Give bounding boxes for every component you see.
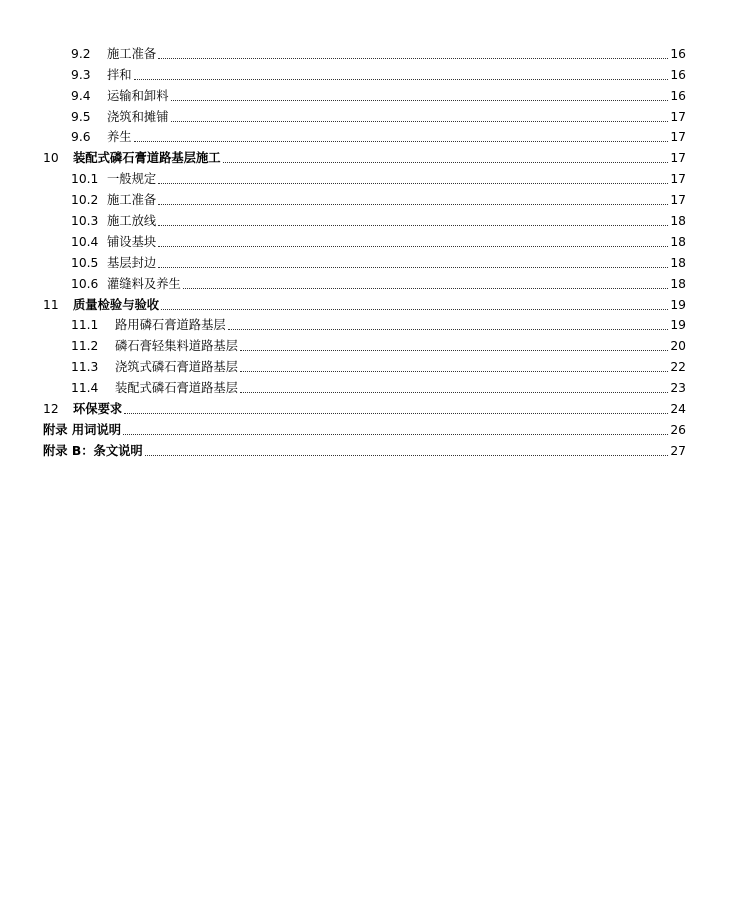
toc-entry-page: 18 — [670, 214, 686, 229]
toc-dot-leader — [145, 454, 669, 456]
toc-entry[interactable] — [0, 83, 732, 104]
toc-entry-number: 9.5 — [71, 109, 91, 124]
toc-entry-number: 11.2 — [71, 339, 99, 354]
toc-entry-number: 9.2 — [71, 46, 91, 61]
toc-entry[interactable] — [0, 229, 732, 250]
toc-entry[interactable] — [0, 333, 732, 354]
toc-entry-title: 环保要求 — [73, 402, 123, 417]
toc-entry[interactable] — [0, 375, 732, 396]
toc-entry[interactable] — [0, 438, 732, 459]
toc-entry-title: 路用磷石膏道路基层 — [115, 318, 226, 333]
toc-entry[interactable] — [0, 292, 732, 313]
toc-entry-page: 16 — [670, 88, 686, 103]
toc-entry-page: 23 — [670, 381, 686, 396]
toc-entry-number: 12 — [43, 402, 59, 417]
toc-entry[interactable] — [0, 166, 732, 187]
toc-entry-page: 20 — [670, 339, 686, 354]
toc-entry-title: 养生 — [107, 130, 132, 145]
toc-entry-page: 17 — [670, 193, 686, 208]
toc-entry[interactable] — [0, 313, 732, 334]
toc-dot-leader — [134, 140, 669, 142]
toc-entry[interactable] — [0, 62, 732, 83]
toc-dot-leader — [240, 349, 668, 351]
toc-entry-page: 26 — [670, 422, 686, 437]
toc-entry-page: 18 — [670, 234, 686, 249]
toc-entry-title: 一般规定 — [107, 172, 157, 187]
toc-dot-leader — [171, 99, 669, 101]
toc-entry-number: 9.6 — [71, 130, 91, 145]
toc-entry-title: 施工放线 — [107, 214, 157, 229]
toc-entry-number: 11.3 — [71, 360, 99, 375]
toc-entry-title: 运输和卸料 — [107, 88, 169, 103]
toc-entry-number: 10.1 — [71, 172, 99, 187]
toc-entry-number: 10.6 — [71, 276, 99, 291]
toc-entry-title: 施工准备 — [107, 46, 157, 61]
table-of-contents — [0, 41, 732, 459]
toc-dot-leader — [158, 203, 668, 205]
toc-entry[interactable] — [0, 187, 732, 208]
toc-dot-leader — [183, 287, 669, 289]
toc-entry-number: 11 — [43, 297, 59, 312]
toc-dot-leader — [240, 391, 668, 393]
toc-dot-leader — [123, 433, 668, 435]
toc-entry-number: 9.4 — [71, 88, 91, 103]
toc-entry-title: 拌和 — [107, 67, 132, 82]
toc-entry-title: 装配式磷石膏道路基层施工 — [73, 151, 221, 166]
toc-entry-page: 17 — [670, 172, 686, 187]
toc-dot-leader — [158, 224, 668, 226]
toc-entry[interactable] — [0, 208, 732, 229]
toc-entry-page: 22 — [670, 360, 686, 375]
toc-entry-page: 27 — [670, 443, 686, 458]
toc-entry-number: 10.3 — [71, 214, 99, 229]
toc-entry-title: 浇筑和摊铺 — [107, 109, 169, 124]
toc-entry[interactable] — [0, 396, 732, 417]
toc-dot-leader — [158, 57, 668, 59]
toc-entry-page: 17 — [670, 151, 686, 166]
toc-entry-page: 17 — [670, 130, 686, 145]
toc-entry[interactable] — [0, 271, 732, 292]
toc-entry-number: 10.5 — [71, 255, 99, 270]
toc-entry[interactable] — [0, 125, 732, 146]
toc-dot-leader — [171, 120, 669, 122]
toc-dot-leader — [223, 161, 669, 163]
toc-entry-page: 17 — [670, 109, 686, 124]
toc-entry-title: 装配式磷石膏道路基层 — [115, 381, 238, 396]
toc-dot-leader — [240, 370, 668, 372]
toc-entry-page: 19 — [670, 297, 686, 312]
toc-entry-number: 10.2 — [71, 193, 99, 208]
toc-entry-title: 质量检验与验收 — [73, 297, 160, 312]
toc-entry-number: 11.4 — [71, 381, 99, 396]
toc-dot-leader — [228, 328, 669, 330]
toc-dot-leader — [161, 308, 668, 310]
toc-entry[interactable] — [0, 417, 732, 438]
toc-entry-title: 附录 用词说明 — [43, 422, 122, 437]
toc-entry-title: 浇筑式磷石膏道路基层 — [115, 360, 238, 375]
toc-entry-page: 18 — [670, 276, 686, 291]
toc-entry-page: 24 — [670, 402, 686, 417]
toc-entry-title: 磷石膏轻集料道路基层 — [115, 339, 238, 354]
toc-entry-number: 10 — [43, 151, 59, 166]
toc-entry-title: 施工准备 — [107, 193, 157, 208]
toc-entry[interactable] — [0, 354, 732, 375]
toc-entry-page: 16 — [670, 46, 686, 61]
toc-entry-title: 附录 B：条文说明 — [43, 443, 143, 458]
toc-dot-leader — [158, 182, 668, 184]
toc-entry-number: 10.4 — [71, 234, 99, 249]
toc-entry[interactable] — [0, 250, 732, 271]
toc-entry[interactable] — [0, 41, 732, 62]
toc-entry-title: 基层封边 — [107, 255, 157, 270]
toc-entry-page: 16 — [670, 67, 686, 82]
toc-dot-leader — [124, 412, 668, 414]
toc-entry[interactable] — [0, 104, 732, 125]
toc-entry-page: 19 — [670, 318, 686, 333]
toc-entry-title: 铺设基块 — [107, 234, 157, 249]
toc-entry-number: 11.1 — [71, 318, 99, 333]
toc-dot-leader — [158, 266, 668, 268]
toc-entry-title: 灌缝料及养生 — [107, 276, 181, 291]
toc-dot-leader — [134, 78, 669, 80]
toc-entry-page: 18 — [670, 255, 686, 270]
toc-entry-number: 9.3 — [71, 67, 91, 82]
toc-dot-leader — [158, 245, 668, 247]
toc-entry[interactable] — [0, 145, 732, 166]
